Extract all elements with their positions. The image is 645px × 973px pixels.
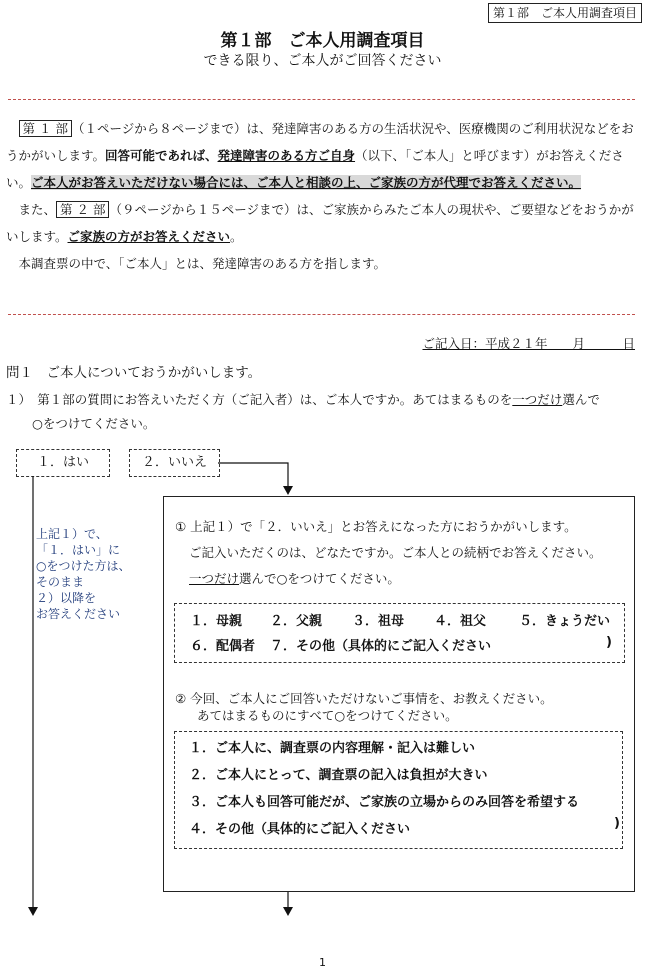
section-1-line-3: 選んで○をつけてください。 xyxy=(239,571,400,586)
sub1-number: １） xyxy=(6,392,25,407)
intro-p2-lead: また、 xyxy=(18,202,57,217)
page-title: 第１部 ご本人用調査項目 xyxy=(220,31,425,51)
page-subtitle: できる限り、ご本人がご回答ください xyxy=(203,53,442,69)
relation-option[interactable]: ５．きょうだい xyxy=(519,614,611,629)
part1-label: 第 １ 部 xyxy=(19,120,72,137)
relation-option[interactable]: ４．祖父 xyxy=(434,614,487,629)
side-note-line: ○をつけた方は、 xyxy=(36,559,131,573)
intro-p1-bold-underlined: 発達障害のある方ご自身 xyxy=(217,148,356,163)
option-yes[interactable]: １．はい xyxy=(16,449,110,477)
reason-option[interactable]: ３．ご本人も回答可能だが、ご家族の立場からのみ回答を希望する xyxy=(189,795,580,810)
relationship-options xyxy=(174,603,625,663)
close-paren: ) xyxy=(606,635,612,650)
intro-p1-bold: 回答可能であれば、 xyxy=(105,148,218,163)
section-2-line-1: ② 今回、ご本人にご回答いただけないご事情を、お教えください。 xyxy=(175,691,553,706)
option-no[interactable]: ２．いいえ xyxy=(129,449,220,477)
side-note-line: 上記１）で、 xyxy=(36,527,108,541)
relation-option[interactable]: ２．父親 xyxy=(270,614,323,629)
section-1-underlined: 一つだけ xyxy=(189,571,240,586)
section-1-instructions xyxy=(175,514,630,592)
reason-option[interactable]: １．ご本人に、調査票の内容理解・記入は難しい xyxy=(189,741,476,756)
intro-p2-end: 。 xyxy=(230,229,243,244)
intro-p2-bold-underlined: ご家族の方がお答えください xyxy=(67,229,231,244)
section-2-line-2: あてはまるものにすべて○をつけてください。 xyxy=(197,708,458,723)
relation-option[interactable]: ６．配偶者 xyxy=(190,639,256,654)
yes-flow-arrowhead xyxy=(28,907,38,916)
relation-option[interactable]: ３．祖母 xyxy=(352,614,405,629)
sub1-underlined: 一つだけ xyxy=(512,392,563,407)
section-1-line-1: ① 上記１）で「２．いいえ」とお答えになった方におうかがいします。 xyxy=(175,519,577,534)
no-flow-line xyxy=(218,463,288,487)
intro-p1-text-b: （以下、「ご本人」と呼びます）がお答えください。 xyxy=(6,148,624,190)
intro-p2-text: （９ページから１５ページまで）は、ご家族からみたご本人の現状や、ご要望などをおうかがいします。 xyxy=(6,202,634,244)
header-section-tag: 第１部 ご本人用調査項目 xyxy=(488,3,642,23)
relation-option[interactable]: １．母親 xyxy=(190,614,243,629)
reason-option-other[interactable]: ４．その他（具体的にご記入ください xyxy=(189,822,411,837)
question-1-title: 問１ ご本人についておうかがいします。 xyxy=(6,365,262,381)
frame-exit-arrowhead xyxy=(283,907,293,916)
intro-p1-highlight: ご本人がお答えいただけない場合には、ご本人と相談の上、ご家族の方が代理でお答えください。 xyxy=(31,175,582,190)
reason-options xyxy=(174,731,623,849)
sub1-text-b: 選んで xyxy=(562,392,600,407)
side-note-line: 「１．はい」に xyxy=(36,543,121,557)
relation-option-other[interactable]: ７．その他（具体的にご記入ください xyxy=(270,639,492,654)
no-flow-arrowhead xyxy=(283,486,293,495)
close-paren: ) xyxy=(614,816,620,831)
section-1-line-2: ご記入いただくのは、どなたですか。ご本人との続柄でお答えください。 xyxy=(189,545,602,560)
side-note xyxy=(36,526,130,622)
side-note-line: ２）以降を xyxy=(36,591,97,605)
side-note-line: お答えください xyxy=(36,607,121,621)
side-note-line: そのまま xyxy=(36,575,85,589)
page-number: 1 xyxy=(319,956,326,969)
section-2-instructions xyxy=(175,690,630,724)
reason-option[interactable]: ２．ご本人にとって、調査票の記入は負担が大きい xyxy=(189,768,488,783)
part2-label: 第 ２ 部 xyxy=(56,201,109,218)
sub1-text-c: ○をつけてください。 xyxy=(32,416,156,431)
intro-p3-text: 本調査票の中で、「ご本人」とは、発達障害のある方を指します。 xyxy=(18,256,387,271)
intro-p1-text-a: （１ページから８ページまで）は、発達障害のある方の生活状況や、医療機関のご利用状況などをおうかがいします。 xyxy=(6,121,634,163)
sub1-text-a: 第１部の質問にお答えいただく方（ご記入者）は、ご本人ですか。あてはまるものを xyxy=(37,392,513,407)
entry-date-line[interactable]: ご記入日：平成２１年 月 日 xyxy=(422,336,635,351)
